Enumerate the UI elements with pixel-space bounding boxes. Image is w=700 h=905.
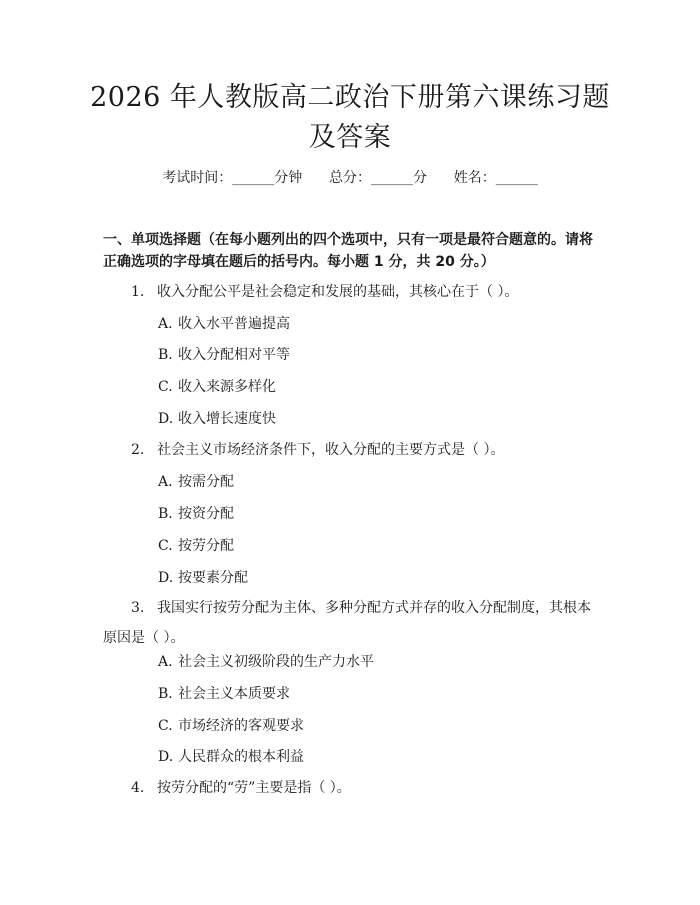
option-3a [158, 651, 374, 673]
question-number: 3. [131, 600, 145, 616]
option-text: 市场经济的客观要求 [178, 718, 304, 734]
option-letter: A. [158, 316, 173, 332]
question-stem: 社会主义市场经济条件下，收入分配的主要方式是（ ）。 [157, 442, 505, 458]
option-letter: C. [158, 718, 173, 734]
document-title: 2026 年人教版高二政治下册第六课练习题及答案 [90, 82, 610, 153]
option-letter: B. [158, 506, 173, 522]
option-1a [158, 313, 290, 335]
option-letter: A. [158, 474, 173, 490]
option-text: 按要素分配 [178, 570, 248, 586]
question-stem: 收入分配公平是社会稳定和发展的基础，其核心在于（ ）。 [157, 284, 519, 300]
option-text: 社会主义本质要求 [178, 686, 290, 702]
option-text: 收入分配相对平等 [178, 347, 290, 363]
option-3c [158, 715, 304, 737]
option-text: 人民群众的根本利益 [178, 749, 304, 765]
section-heading: 一、单项选择题（在每小题列出的四个选项中，只有一项是最符合题意的。请将正确选项的字母填在题后的括号内。每小题 1 分，共 20 分。） [103, 232, 593, 270]
option-2c [158, 535, 234, 557]
option-letter: B. [158, 686, 173, 702]
option-text: 收入水平普遍提高 [178, 316, 290, 332]
option-2d [158, 567, 248, 589]
question-number: 2. [131, 442, 145, 458]
question-stem: 我国实行按劳分配为主体、多种分配方式并存的收入分配制度，其根本原因是（ ）。 [103, 600, 591, 646]
question-3 [103, 593, 603, 653]
option-3d [158, 746, 304, 768]
option-text: 收入来源多样化 [178, 379, 276, 395]
option-letter: D. [158, 570, 174, 586]
option-text: 社会主义初级阶段的生产力水平 [178, 654, 374, 670]
option-1d [158, 408, 276, 430]
option-3b [158, 683, 290, 705]
option-2b [158, 503, 234, 525]
option-letter: C. [158, 379, 173, 395]
option-1c [158, 376, 276, 398]
option-text: 收入增长速度快 [178, 411, 276, 427]
option-1b [158, 344, 290, 366]
option-2a [158, 471, 234, 493]
question-stem: 按劳分配的“劳”主要是指（ ）。 [157, 780, 351, 796]
question-number: 1. [131, 284, 145, 300]
question-number: 4. [131, 780, 145, 796]
option-letter: A. [158, 654, 173, 670]
option-letter: D. [158, 411, 174, 427]
option-text: 按资分配 [178, 506, 234, 522]
option-letter: D. [158, 749, 174, 765]
question-1 [131, 281, 601, 303]
option-text: 按劳分配 [178, 538, 234, 554]
option-letter: C. [158, 538, 173, 554]
option-text: 按需分配 [178, 474, 234, 490]
question-4 [131, 777, 601, 799]
option-letter: B. [158, 347, 173, 363]
question-2 [131, 439, 601, 461]
exam-info-line: 考试时间：______分钟 总分：______分 姓名：______ [162, 170, 538, 186]
